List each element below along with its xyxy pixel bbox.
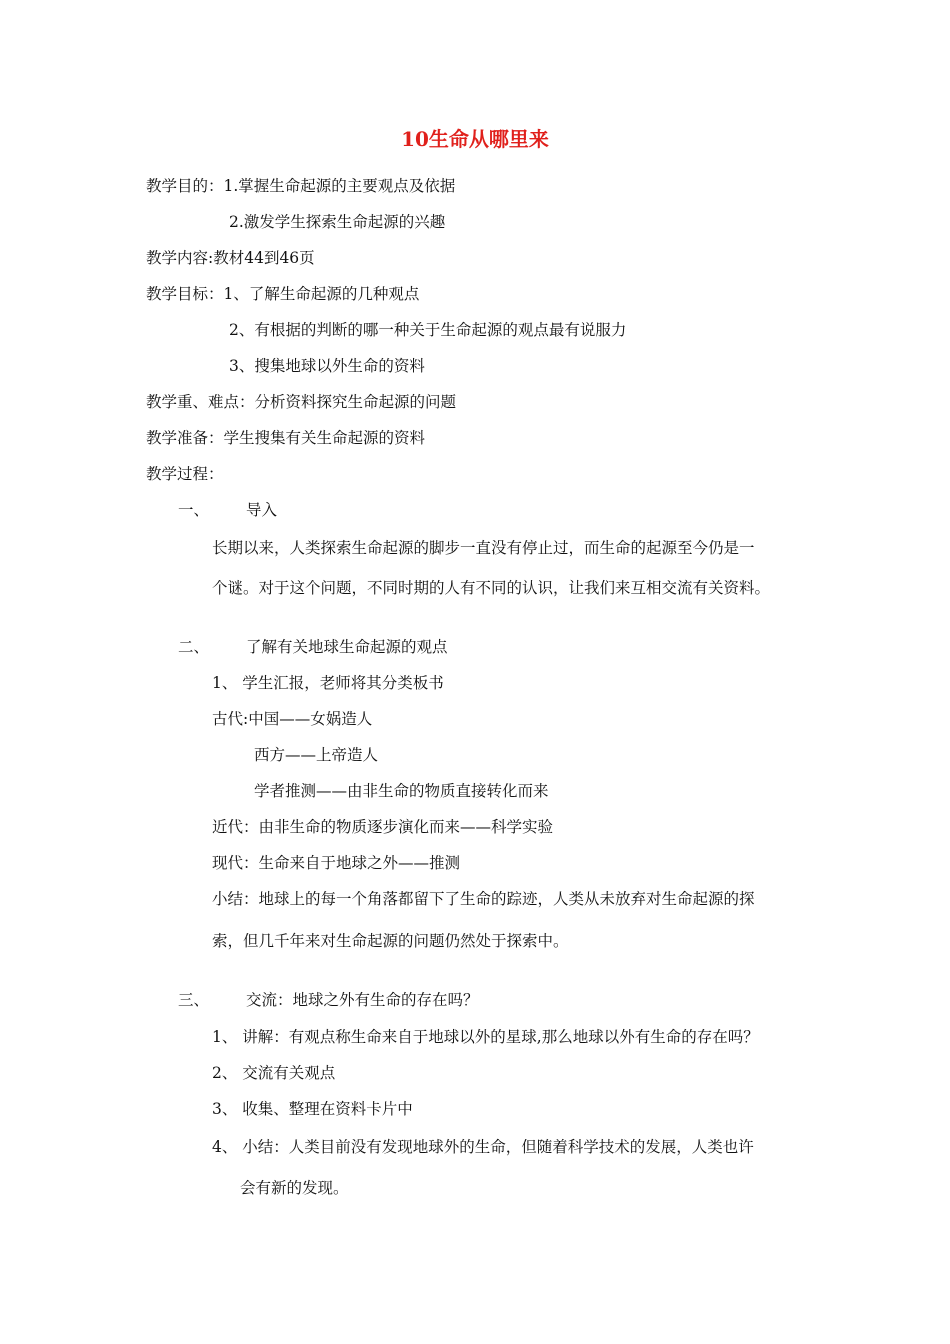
section-1-number: 一、 [178,501,210,519]
goal-item-3: 3、搜集地球以外生命的资料 [229,357,425,375]
section-3-item-4-line-2: 会有新的发现。 [240,1179,349,1197]
content-line: 教学内容:教材44到46页 [146,249,315,267]
process-label: 教学过程： [146,465,224,483]
scholar-line: 学者推测——由非生命的物质直接转化而来 [254,782,549,800]
section-1-paragraph-line-2: 个谜。对于这个问题，不同时期的人有不同的认识，让我们来互相交流有关资料。 [212,579,771,597]
section-3-heading: 交流：地球之外有生命的存在吗？ [246,991,479,1009]
section-3-number: 三、 [178,991,210,1009]
section-3-item-4-line-1: 4、 小结：人类目前没有发现地球外的生命，但随着科学技术的发展，人类也许 [212,1138,754,1156]
preparation-line: 教学准备：学生搜集有关生命起源的资料 [146,429,426,447]
goal-item-1: 1、了解生命起源的几种观点 [223,285,420,303]
section-2-heading: 了解有关地球生命起源的观点 [246,638,448,656]
near-modern-line: 近代：由非生命的物质逐步演化而来——科学实验 [212,818,554,836]
ancient-china-line: 古代:中国——女娲造人 [212,710,373,728]
section-1-paragraph-line-1: 长期以来，人类探索生命起源的脚步一直没有停止过，而生命的起源至今仍是一 [212,539,755,557]
western-line: 西方——上帝造人 [254,746,379,764]
goal-item-2: 2、有根据的判断的哪一种关于生命起源的观点最有说服力 [229,321,627,339]
section-2-summary-line-2: 索，但几千年来对生命起源的问题仍然处于探索中。 [212,932,569,950]
page-title: 10生命从哪里来 [401,127,549,151]
section-3-item-1: 1、 讲解：有观点称生命来自于地球以外的星球,那么地球以外有生命的存在吗？ [212,1028,759,1046]
goal-label: 教学目标： [146,285,224,303]
section-2-number: 二、 [178,638,210,656]
section-3-item-3: 3、 收集、整理在资料卡片中 [212,1100,413,1118]
goal-line [146,284,419,304]
purpose-item-1: 1.掌握生命起源的主要观点及依据 [223,177,456,195]
key-points-line: 教学重、难点：分析资料探究生命起源的问题 [146,393,457,411]
section-3-item-2: 2、 交流有关观点 [212,1064,336,1082]
section-2-item-1: 1、 学生汇报，老师将其分类板书 [212,674,444,692]
section-1-heading: 导入 [246,501,278,519]
purpose-line [146,176,455,196]
modern-line: 现代：生命来自于地球之外——推测 [212,854,461,872]
section-2-summary-line-1: 小结：地球上的每一个角落都留下了生命的踪迹，人类从未放弃对生命起源的探 [212,890,755,908]
purpose-label: 教学目的： [146,177,224,195]
purpose-item-2: 2.激发学生探索生命起源的兴趣 [229,213,446,231]
